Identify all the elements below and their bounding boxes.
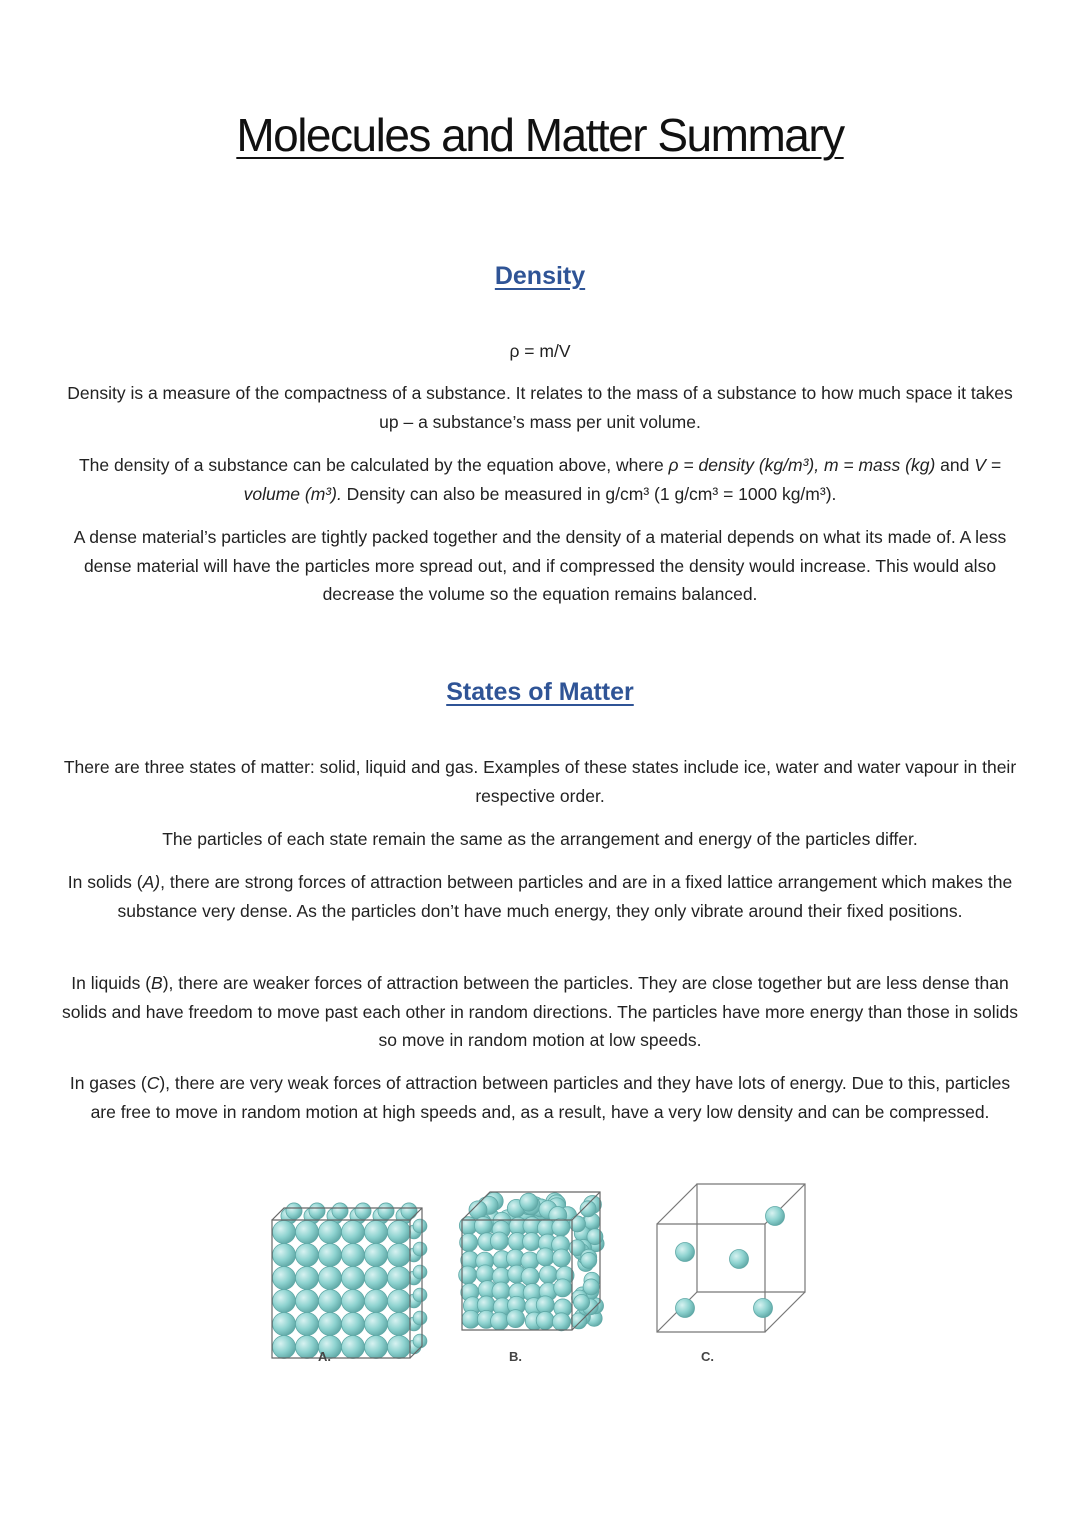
gas-particle — [676, 1299, 695, 1318]
solid-particle — [413, 1288, 427, 1302]
solid-particle — [388, 1244, 411, 1267]
liquid-particle — [536, 1311, 554, 1329]
solid-particle — [388, 1267, 411, 1290]
solid-particle — [332, 1203, 348, 1219]
solid-particle — [296, 1267, 319, 1290]
density-paragraph-1: Density is a measure of the compactness of a substance. It relates to the mass of a substance to how much space it takes up – a substance’s mass per unit volume. — [67, 383, 1013, 432]
solid-particle — [319, 1290, 342, 1313]
liquid-particle — [490, 1232, 508, 1250]
solid-particle — [342, 1290, 365, 1313]
solid-particle — [388, 1313, 411, 1336]
solid-particle — [388, 1221, 411, 1244]
solid-particle — [319, 1221, 342, 1244]
solid-cube-diagram — [272, 1203, 427, 1359]
liquid-particle — [507, 1310, 525, 1328]
solid-particle — [365, 1336, 388, 1359]
states-paragraph-liquids: In liquids (B), there are weaker forces of attraction between the particles. They are close together but are less dense than solids and have freedom to move past each other in random directions. The particles have more energy than those in solids so move in random motion at low speeds. — [62, 973, 1018, 1050]
solid-particle — [296, 1221, 319, 1244]
liquid-particle — [492, 1282, 510, 1300]
liquid-particle — [536, 1248, 554, 1266]
liquid-particle — [520, 1193, 538, 1211]
solid-particle — [388, 1336, 411, 1359]
solid-particle — [296, 1336, 319, 1359]
solid-cube-front-face — [272, 1220, 410, 1358]
solid-particle — [273, 1336, 296, 1359]
solid-particle — [401, 1203, 417, 1219]
page-title: Molecules and Matter Summary — [236, 109, 844, 161]
solid-particle — [413, 1219, 427, 1233]
solid-particle — [413, 1265, 427, 1279]
solid-particle — [365, 1221, 388, 1244]
solid-particle — [273, 1290, 296, 1313]
liquid-particle — [459, 1266, 477, 1284]
liquid-particle — [581, 1252, 597, 1268]
solid-particle — [413, 1311, 427, 1325]
solid-particle — [365, 1267, 388, 1290]
solid-particle — [319, 1267, 342, 1290]
states-heading: States of Matter — [446, 678, 634, 706]
solid-particle — [365, 1313, 388, 1336]
liquid-particle — [552, 1249, 570, 1267]
solid-particle — [342, 1244, 365, 1267]
solid-particle — [273, 1221, 296, 1244]
liquid-particle — [554, 1279, 572, 1297]
solid-particle — [309, 1203, 325, 1219]
solid-particle — [413, 1242, 427, 1256]
density-formula: ρ = m/V — [509, 341, 571, 361]
solid-particle — [378, 1203, 394, 1219]
solid-particle — [286, 1203, 302, 1219]
states-paragraph-2: The particles of each state remain the same as the arrangement and energy of the particles differ. — [162, 829, 918, 849]
gas-particle — [730, 1250, 749, 1269]
figure-label-c: C. — [701, 1349, 714, 1364]
solid-particle — [388, 1290, 411, 1313]
liquid-particle — [539, 1265, 557, 1283]
liquid-particle — [552, 1313, 570, 1331]
figure-label-a: A. — [318, 1349, 331, 1364]
solid-particle — [355, 1203, 371, 1219]
solid-particle — [296, 1290, 319, 1313]
liquid-particle — [574, 1294, 590, 1310]
states-paragraph-solids: In solids (A), there are strong forces of attraction between particles and are in a fixed lattice arrangement which makes the substance very dense. As the particles don’t have much energy, they only vibrate around their fixed positions. — [67, 872, 1013, 921]
states-of-matter-diagram — [262, 1182, 822, 1382]
gas-particle — [676, 1243, 695, 1262]
density-paragraph-2: The density of a substance can be calculated by the equation above, where ρ = density (kg/m³), m = mass (kg) and V = volume (m³). Density can also be measured in g/cm³ (1 g/cm³ = 1000 kg/m³). — [78, 455, 1001, 504]
solid-particle — [342, 1267, 365, 1290]
figure-label-b: B. — [509, 1349, 522, 1364]
gas-particle — [766, 1207, 785, 1226]
solid-particle — [273, 1244, 296, 1267]
liquid-particle — [552, 1218, 570, 1236]
solid-particle — [273, 1267, 296, 1290]
solid-particle — [413, 1334, 427, 1348]
states-paragraph-gases: In gases (C), there are very weak forces of attraction between particles and they have lots of energy. Due to this, particles are free to move in random motion at high speeds and, as a result, have a very low density and can be compressed. — [69, 1073, 1011, 1122]
liquid-particle — [476, 1265, 494, 1283]
liquid-particle — [523, 1233, 541, 1251]
solid-particle — [296, 1313, 319, 1336]
solid-particle — [319, 1313, 342, 1336]
density-heading: Density — [494, 262, 586, 290]
solid-particle — [273, 1313, 296, 1336]
density-paragraph-3: A dense material’s particles are tightly packed together and the density of a material depends on what its made of. A less dense material will have the particles more spread out, and if compressed the density would increase. This would also decrease the volume so the equation remains balanced. — [73, 527, 1007, 604]
solid-particle — [342, 1336, 365, 1359]
liquid-particle — [474, 1217, 492, 1235]
gas-particle — [754, 1299, 773, 1318]
liquid-cube-diagram — [459, 1192, 604, 1331]
liquid-particle — [583, 1279, 599, 1295]
solid-particle — [342, 1313, 365, 1336]
liquid-particle — [491, 1312, 509, 1330]
gas-cube-diagram — [657, 1184, 805, 1332]
gas-cube-edge — [657, 1184, 697, 1224]
states-paragraph-1: There are three states of matter: solid, liquid and gas. Examples of these states include ice, water and water vapour in their respective order. — [63, 757, 1017, 806]
states-figure — [262, 1182, 822, 1382]
solid-particle — [365, 1290, 388, 1313]
solid-particle — [342, 1221, 365, 1244]
solid-particle — [296, 1244, 319, 1267]
solid-particle — [319, 1244, 342, 1267]
solid-particle — [365, 1244, 388, 1267]
liquid-particle — [521, 1267, 539, 1285]
